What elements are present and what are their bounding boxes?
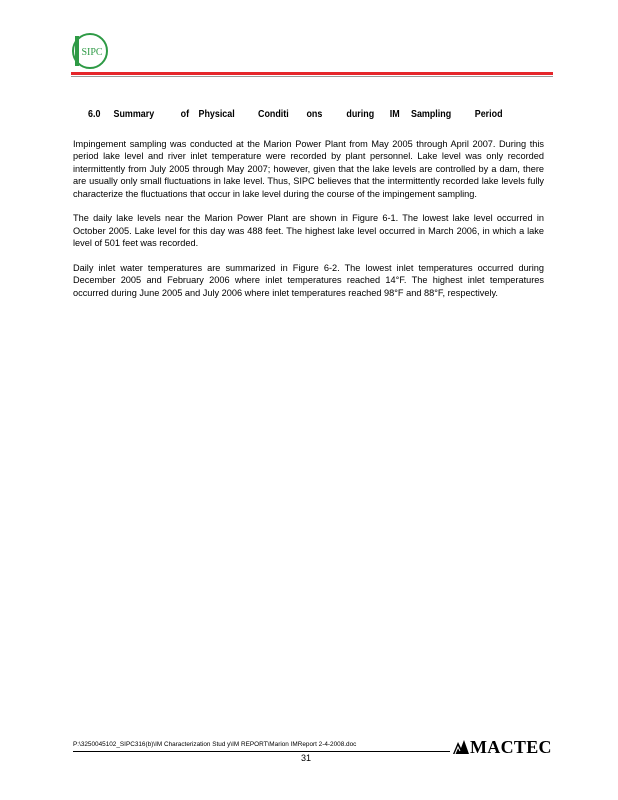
footer-file-path: P:\3250045102_SIPC316(b)\IM Characterization Stud y\IM REPORT\Marion IMReport 2-4-2008.doc: [73, 741, 357, 748]
mactec-logo-icon: [452, 738, 470, 756]
header-rule-red: [71, 72, 553, 75]
paragraph: Impingement sampling was conducted at the Marion Power Plant from May 2005 through April 2007. During this period lake level and river inlet temperature were recorded by plant personnel. Lake level was only recorded intermittently from July 2005 through May 2007; however, given that the lake levels are controlled by a dam, there are usually only small fluctuations in lake level. Thus, SIPC believes that the intermittently recorded lake levels fully characterize the fluctuations that occur in lake level during the course of the impingement sampling.: [73, 139, 544, 199]
footer-rule: [73, 751, 450, 752]
body-text: [73, 138, 544, 312]
heading-word: ons: [306, 108, 323, 120]
mactec-logo-text: MACTEC: [470, 737, 552, 757]
section-number: 6.0: [88, 108, 101, 120]
paragraph: Daily inlet water temperatures are summarized in Figure 6-2. The lowest inlet temperatures occurred during December 2005 and February 2006 where inlet temperatures reached 14°F. The highest inlet temperatures occurred during June 2005 and July 2006 where inlet temperatures reached 98°F and 88°F, respectively.: [73, 263, 544, 298]
header-rule-gray: [71, 76, 553, 77]
heading-word: of: [180, 108, 190, 120]
heading-word: Period: [474, 108, 503, 120]
heading-word: Physical: [198, 108, 235, 120]
page-number: 31: [301, 753, 312, 763]
heading-word: Sampling: [411, 108, 452, 120]
section-heading: [88, 108, 503, 124]
heading-word: Conditi: [258, 108, 289, 120]
logo-text: SIPC: [81, 47, 103, 58]
heading-word: IM: [389, 108, 400, 120]
heading-word: during: [346, 108, 375, 120]
paragraph: The daily lake levels near the Marion Power Plant are shown in Figure 6-1. The lowest lake level occurred in October 2005. Lake level for this day was 488 feet. The highest lake level occurred in March 2006, in which a lake level of 501 feet was recorded.: [73, 213, 544, 249]
heading-word: Summary: [113, 108, 155, 120]
sipc-logo: [71, 32, 109, 70]
